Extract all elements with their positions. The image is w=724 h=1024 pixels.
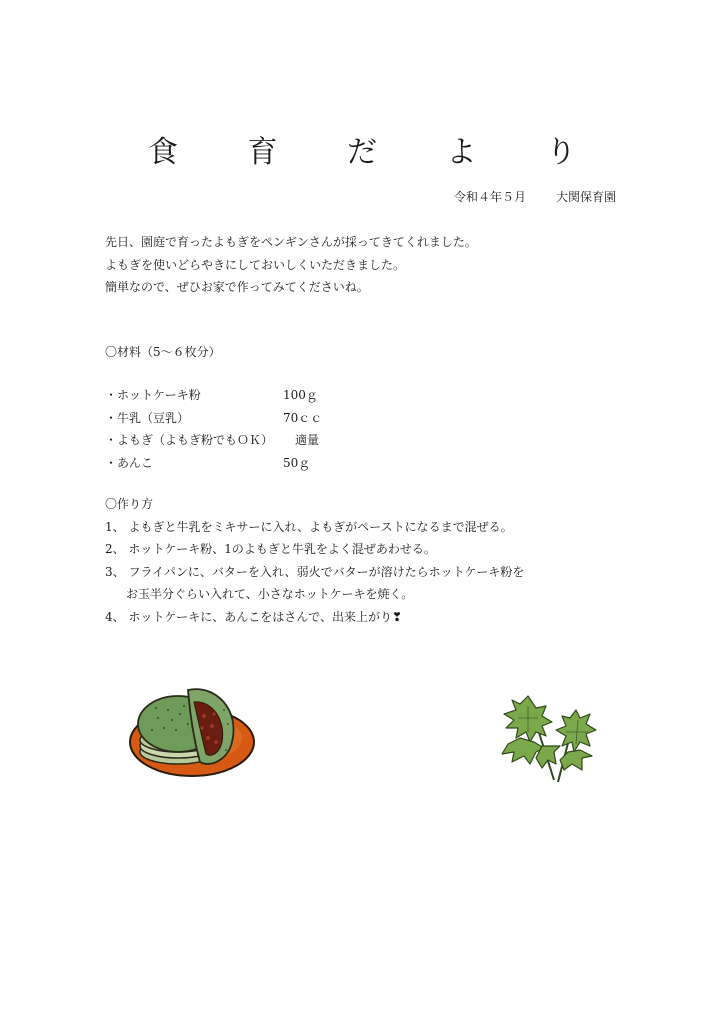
ingredient-name: ・あんこ [105, 455, 154, 470]
ingredient-name: ・ホットケーキ粉 [105, 388, 201, 402]
intro-line: よもぎを使いどらやきにしておいしくいただきました。 [105, 257, 406, 272]
intro-paragraph [105, 231, 477, 299]
organization-name: 大関保育園 [555, 190, 616, 204]
step-item: 3、 フライパンに、バターを入れ、弱火でバターが溶けたらホットケーキ粉を [105, 564, 525, 579]
yomogi-leaf-illustration [498, 688, 600, 786]
steps-heading: 〇作り方 [105, 497, 154, 511]
intro-line: 簡単なので、ぜひお家で作ってみてくださいね。 [105, 280, 369, 294]
issue-date: 令和４年５月 [453, 190, 526, 204]
intro-line: 先日、園庭で育ったよもぎをペンギンさんが採ってきてくれました。 [105, 235, 477, 249]
ingredient-name: ・牛乳（豆乳） [105, 410, 190, 425]
ingredient-amount: 100ｇ [283, 388, 318, 402]
ingredient-name: ・よもぎ（よもぎ粉でもＯＫ） [105, 433, 274, 447]
ingredient-amount: 70ｃｃ [283, 410, 323, 425]
ingredient-amount: 適量 [295, 433, 320, 447]
dorayaki-illustration [128, 680, 260, 780]
step-item-continuation: お玉半分ぐらい入れて、小さなホットケーキを焼く。 [126, 587, 414, 601]
dateline [454, 188, 616, 206]
ingredients-heading: 〇材料（5～６枚分） [105, 345, 221, 359]
step-item: 2、 ホットケーキ粉、1のよもぎと牛乳をよく混ぜあわせる。 [105, 542, 436, 556]
ingredient-amount: 50ｇ [283, 455, 311, 470]
steps-section [105, 493, 524, 628]
step-item: 4、 ホットケーキに、あんこをはさんで、出来上がり❣ [105, 609, 403, 624]
step-item: 1、 よもぎと牛乳をミキサーに入れ、よもぎがペーストになるまで混ぜる。 [105, 519, 513, 534]
page-title: 食 育 だ よ り [147, 135, 607, 170]
